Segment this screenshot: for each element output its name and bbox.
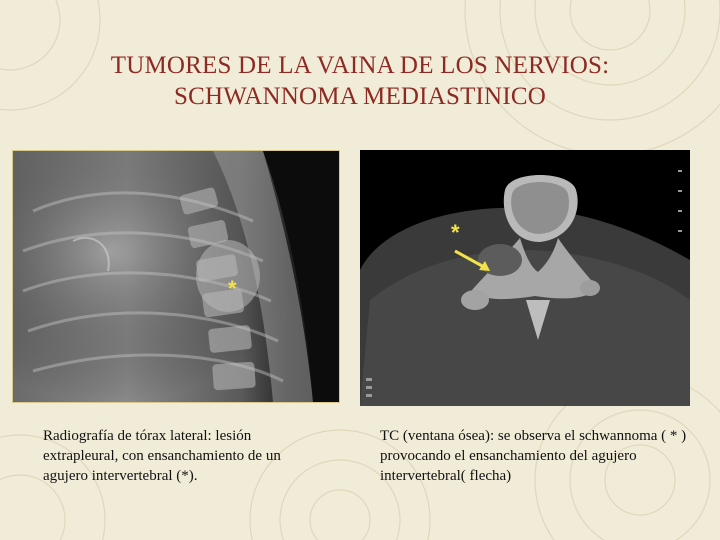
ct-caption: TC (ventana ósea): se observa el schwannoma ( * ) provocando el ensanchamiento del agujero intervertebral( flecha) [380,428,687,484]
lateral-chest-xray-image [12,150,340,403]
ct-foramen-arrow-icon [452,248,494,274]
title-line-1: TUMORES DE LA VAINA DE LOS NERVIOS: [110,52,610,79]
xray-lesion-marker: * [228,276,237,301]
ct-bone-window-image [360,150,690,406]
ct-lesion-marker: * [451,220,460,245]
xray-caption: Radiografía de tórax lateral: lesión extrapleural, con ensanchamiento de un agujero intervertebral (*). [43,428,281,484]
title-line-2: SCHWANNOMA MEDIASTINICO [174,83,546,110]
slide-title [0,50,720,112]
